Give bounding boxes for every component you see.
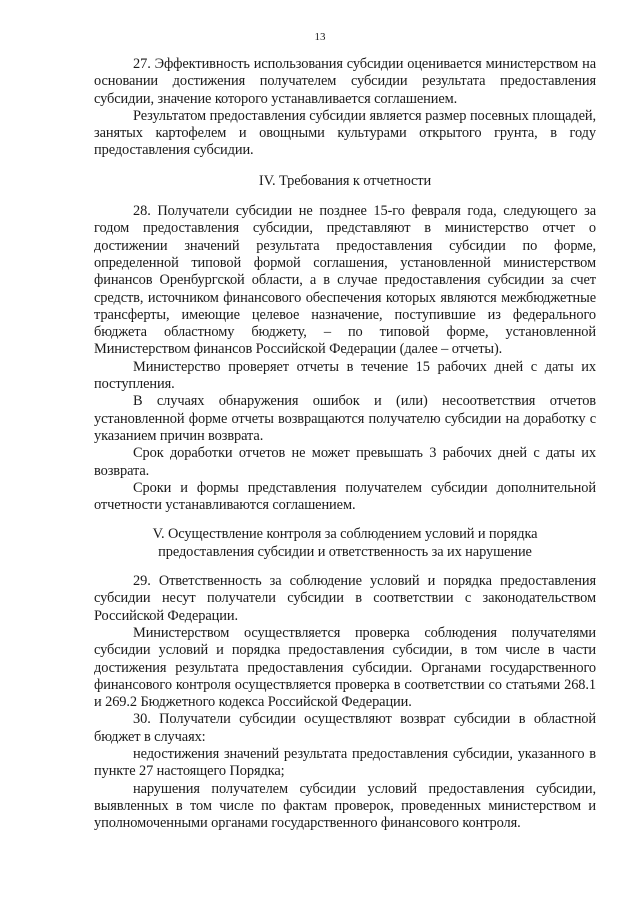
page-number: 13 [314,31,326,43]
paragraph-28-check: Министерство проверяет отчеты в течение 15 рабочих дней с даты их поступления. [94,358,596,393]
paragraph-28-extra: Сроки и формы представления получателем субсидии дополнительной отчетности устанавливаются соглашением. [94,479,596,514]
paragraph-27: 27. Эффективность использования субсидии оценивается министерством на основании достижения получателем субсидии результата предоставления субсидии, значение которого устанавливается соглашением. [94,56,596,107]
document-body [94,56,596,832]
section-heading-v-line-2: предоставления субсидии и ответственность за их нарушение [158,543,532,560]
paragraph-30-case-1: недостижения значений результата предоставления субсидии, указанного в пункте 27 настоящего Порядка; [94,745,596,780]
paragraph-30-case-2: нарушения получателем субсидии условий предоставления субсидии, выявленных в том числе по фактам проверок, проведенных министерством и уполномоченными органами государственного финансового контроля. [94,780,596,832]
section-heading-iv: IV. Требования к отчетности [258,172,432,189]
paragraph-27-result: Результатом предоставления субсидии является размер посевных площадей, занятых картофелем и овощными культурами открытого грунта, в году предоставления субсидии. [94,107,596,159]
paragraph-30: 30. Получатели субсидии осуществляют возврат субсидии в областной бюджет в случаях: [94,711,596,745]
paragraph-28-errors: В случаях обнаружения ошибок и (или) несоответствия отчетов установленной форме отчеты возвращаются получателю субсидии на доработку с указанием причин возврата. [94,393,596,444]
paragraph-28: 28. Получатели субсидии не позднее 15-го февраля года, следующего за годом предоставления субсидии, представляют в министерство отчет о достижении значений результата предоставления субсидии по форме, определенной типовой формой соглашения, установленной министерством финансов Оренбургской области, а в случае предоставления субсидии за счет средств, источником финансового обеспечения которых являются межбюджетные трансферты, имеющие целевое назначение, поступившие из федерального бюджета областному бюджету, – по типовой форме, установленной Министерством финансов Российской Федерации (далее – отчеты). [94,203,596,358]
paragraph-29: 29. Ответственность за соблюдение условий и порядка предоставления субсидии несут получатели субсидии в соответствии с законодательством Российской Федерации. [94,573,596,624]
section-heading-v-line-1: V. Осуществление контроля за соблюдением условий и порядка [152,526,538,543]
paragraph-28-term: Срок доработки отчетов не может превышать 3 рабочих дней с даты их возврата. [94,445,596,479]
paragraph-29-control: Министерством осуществляется проверка соблюдения получателями субсидии условий и порядка предоставления субсидии, в том числе в части достижения результата предоставления субсидии. Органами государственного финансового контроля осуществляется проверка в соответствии со статьями 268.1 и 269.2 Бюджетного кодекса Российской Федерации. [94,624,596,711]
